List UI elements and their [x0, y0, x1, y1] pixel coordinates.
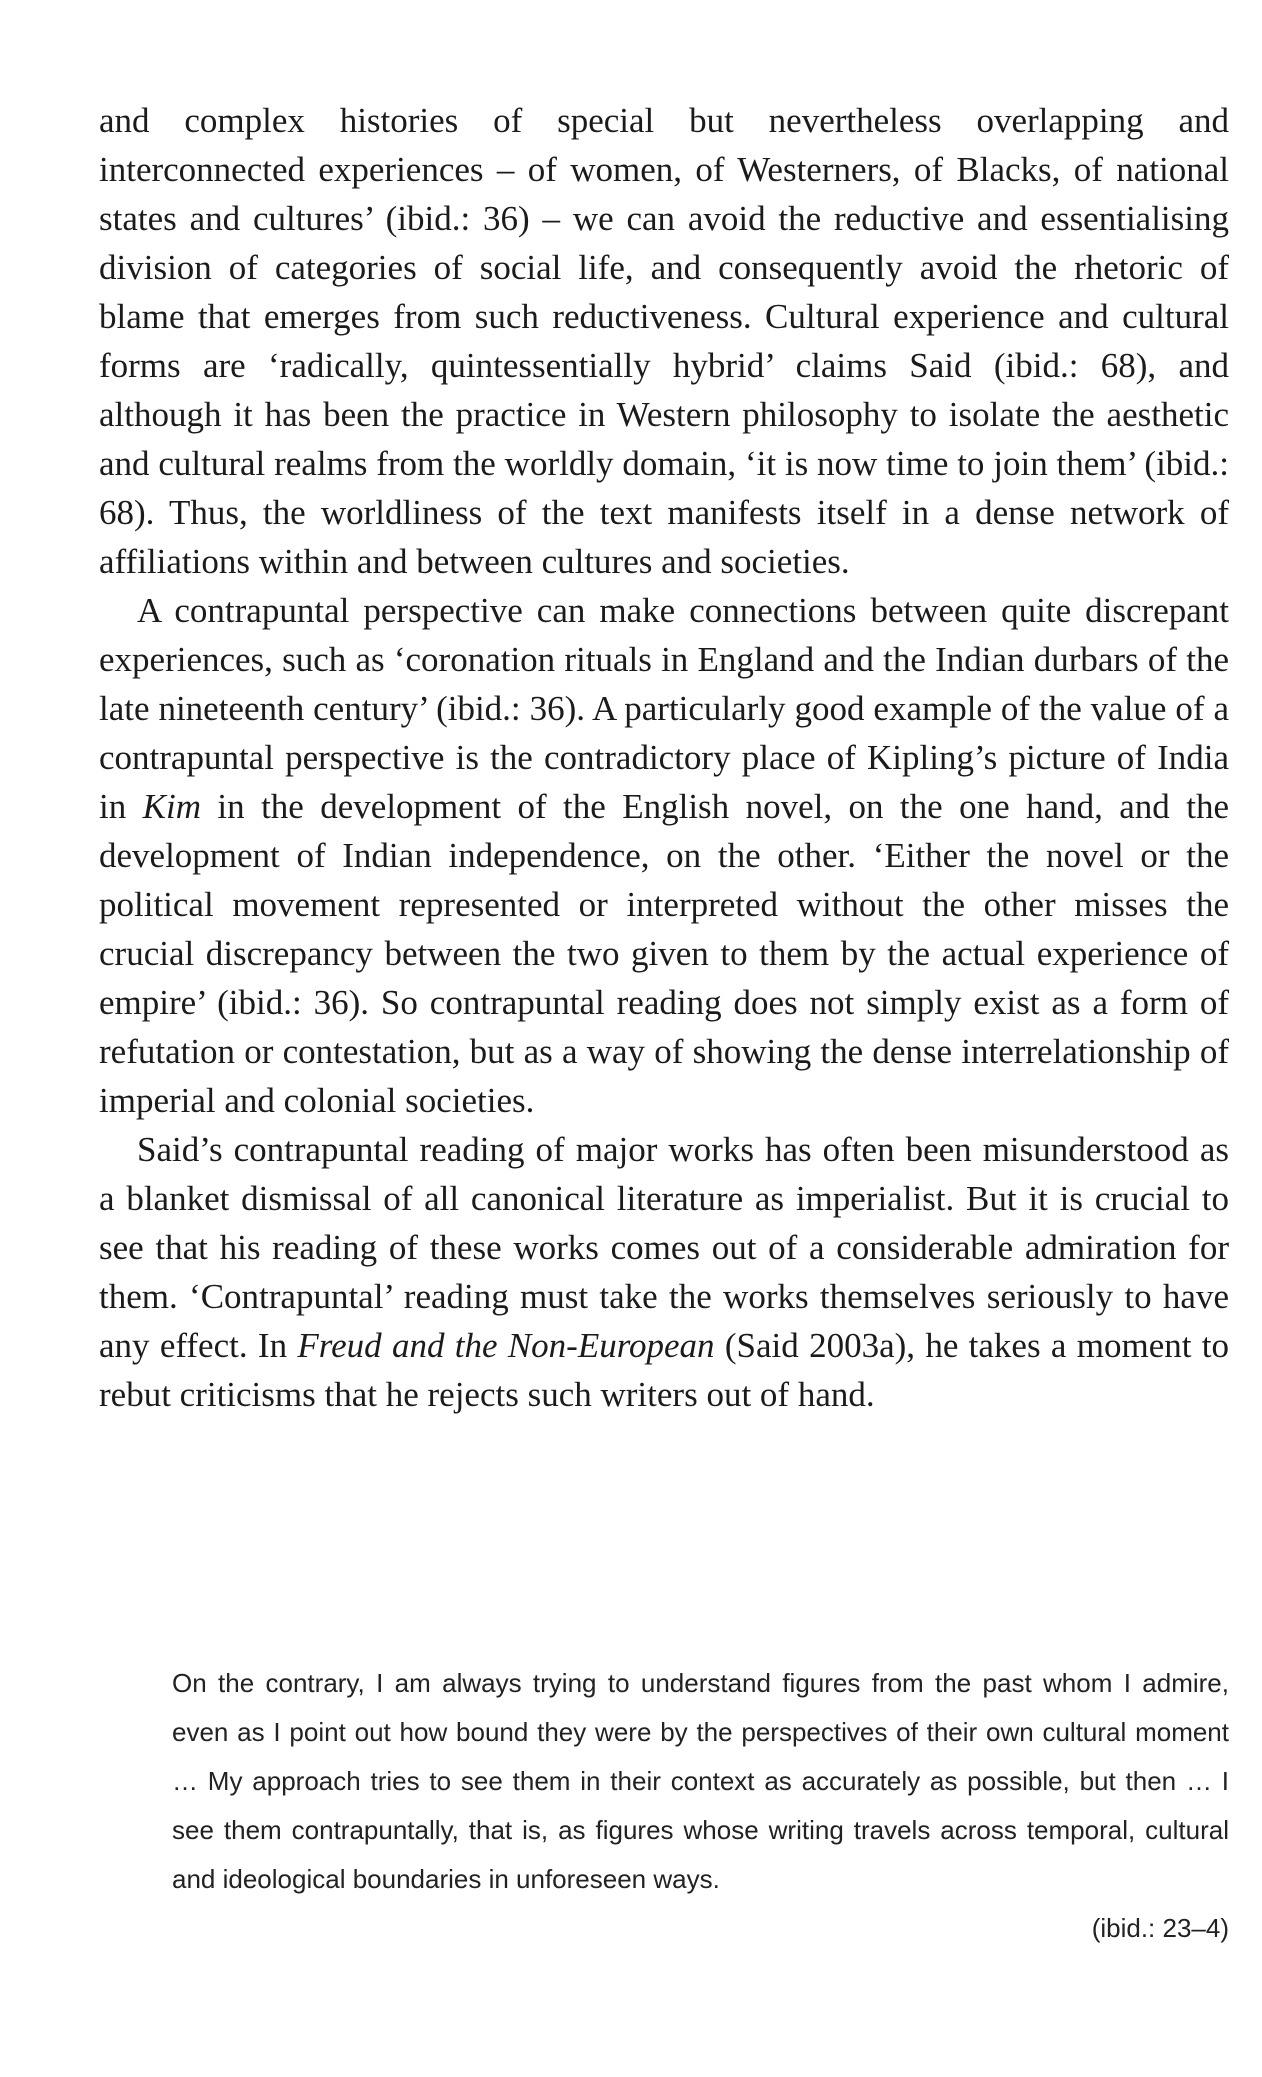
paragraph-3 [99, 1125, 1229, 1419]
paragraph-2 [99, 586, 1229, 1125]
paragraph-3-text-b: (Said 2003a), he takes a moment to rebut criticisms that he rejects such writers out of hand. [99, 1326, 1229, 1414]
page-body [99, 96, 1229, 1419]
paragraph-1-text: and complex histories of special but nevertheless overlapping and interconnected experiences – of women, of Westerners, of Blacks, of national states and cultures’ (ibid.: 36) – we can avoid the reductive and essentialising division of categories of social life, and consequently avoid the rhetoric of blame that emerges from such reductiveness. Cultural experience and cultural forms are ‘radically, quintessentially hybrid’ claims Said (ibid.: 68), and although it has been the practice in Western philosophy to isolate the aesthetic and cultural realms from the worldly domain, ‘it is now time to join them’ (ibid.: 68). Thus, the worldliness of the text manifests itself in a dense network of affiliations within and between cultures and societies. [99, 101, 1229, 581]
block-quote-text: On the contrary, I am always trying to understand figures from the past whom I admire, even as I point out how bound they were by the perspectives of their own cultural moment … My approach tries to see them in their context as accurately as possible, but then … I see them contrapuntally, that is, as figures whose writing travels across temporal, cultural and ideological boundaries in unforeseen ways. [172, 1668, 1229, 1894]
block-quote [172, 1659, 1229, 1953]
paragraph-2-text-b: in the development of the English novel, on the one hand, and the development of Indian independence, on the other. ‘Either the novel or the political movement represented or interpreted without the other misses the crucial discrepancy between the two given to them by the actual experience of empire’ (ibid.: 36). So contrapuntal reading does not simply exist as a form of refutation or contestation, but as a way of showing the dense interrelationship of imperial and colonial societies. [99, 787, 1229, 1120]
title-kim: Kim [142, 787, 202, 826]
paragraph-1 [99, 96, 1229, 586]
paragraph-2-text-a: A contrapuntal perspective can make connections between quite discrepant experiences, such as ‘coronation rituals in England and the Indian durbars of the late nineteenth century’ (ibid.: 36). A particularly good example of the value of a contrapuntal perspective is the contradictory place of Kipling’s picture of India in [99, 591, 1229, 826]
block-quote-citation: (ibid.: 23–4) [1091, 1913, 1229, 1943]
paragraph-3-text-a: Said’s contrapuntal reading of major works has often been misunderstood as a blanket dismissal of all canonical literature as imperialist. But it is crucial to see that his reading of these works comes out of a considerable admiration for them. ‘Contrapuntal’ reading must take the works themselves seriously to have any effect. In [99, 1130, 1229, 1365]
title-freud-and-the-non-european: Freud and the Non-European [297, 1326, 715, 1365]
